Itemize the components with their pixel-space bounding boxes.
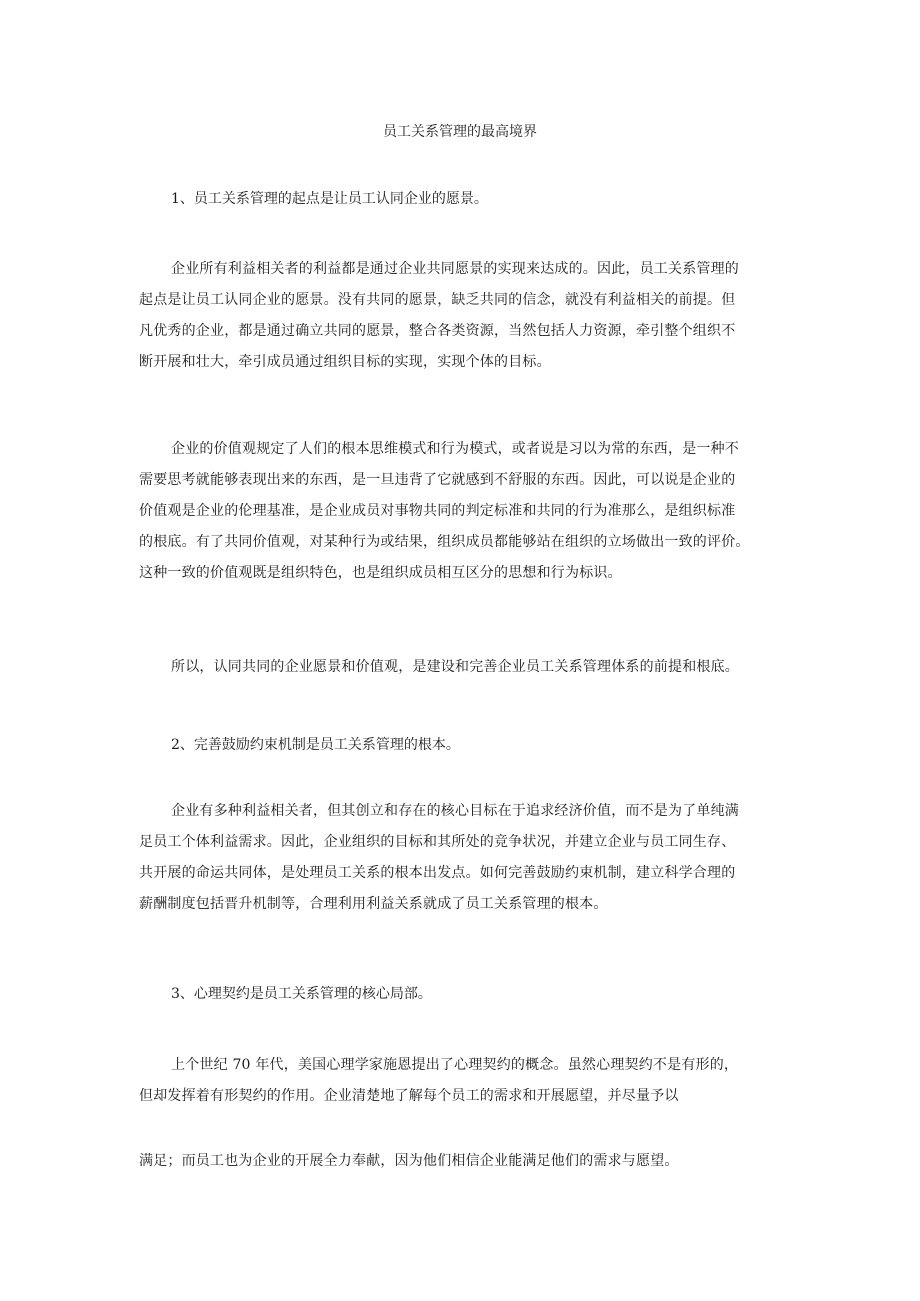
paragraph-line: 足员工个体利益需求。因此，企业组织的目标和其所处的竞争状况，并建立企业与员工同生存、 <box>139 834 736 850</box>
section-1-heading: 1、员工关系管理的起点是让员工认同企业的愿景。 <box>171 191 488 207</box>
section-3-paragraph-2 <box>139 1146 799 1177</box>
paragraph-line: 上个世纪 70 年代，美国心理学家施恩提出了心理契约的概念。虽然心理契约不是有形的， <box>171 1057 739 1073</box>
paragraph-line: 价值观是企业的伦理基准，是企业成员对事物共同的判定标准和共同的行为准那么，是组织标准 <box>139 503 736 519</box>
section-1-paragraph-1 <box>139 254 799 378</box>
paragraph-line: 需要思考就能够表现出来的东西，是一旦违背了它就感到不舒服的东西。因此，可以说是企业的 <box>139 472 736 488</box>
section-2-heading: 2、完善鼓励约束机制是员工关系管理的根本。 <box>171 737 460 753</box>
section-1-paragraph-2 <box>139 434 799 589</box>
paragraph-line: 共开展的命运共同体，是处理员工关系的根本出发点。如何完善鼓励约束机制，建立科学合理的 <box>139 865 736 881</box>
section-3-paragraph-1 <box>139 1050 799 1112</box>
paragraph-line: 起点是让员工认同企业的愿景。没有共同的愿景，缺乏共同的信念，就没有利益相关的前提。但 <box>139 292 736 308</box>
section-3-heading: 3、心理契约是员工关系管理的核心局部。 <box>171 986 432 1002</box>
paragraph-line: 企业的价值观规定了人们的根本思维模式和行为模式，或者说是习以为常的东西，是一种不 <box>171 441 739 457</box>
paragraph-line: 的根底。有了共同价值观，对某种行为或结果，组织成员都能够站在组织的立场做出一致的评价。 <box>139 534 750 550</box>
paragraph-line: 这种一致的价值观既是组织特色，也是组织成员相互区分的思想和行为标识。 <box>139 565 622 581</box>
paragraph-line: 薪酬制度包括晋升机制等，合理利用利益关系就成了员工关系管理的根本。 <box>139 896 608 912</box>
paragraph-line: 满足；而员工也为企业的开展全力奉献，因为他们相信企业能满足他们的需求与愿望。 <box>139 1153 679 1169</box>
paragraph-line: 所以，认同共同的企业愿景和价值观，是建设和完善企业员工关系管理体系的前提和根底。 <box>171 659 739 675</box>
section-2-paragraph-1 <box>139 796 799 920</box>
document-title: 员工关系管理的最高境界 <box>383 124 537 140</box>
paragraph-line: 断开展和壮大，牵引成员通过组织目标的实现，实现个体的目标。 <box>139 354 551 370</box>
paragraph-line: 企业所有利益相关者的利益都是通过企业共同愿景的实现来达成的。因此，员工关系管理的 <box>171 261 739 277</box>
paragraph-line: 但却发挥着有形契约的作用。企业清楚地了解每个员工的需求和开展愿望，并尽量予以 <box>139 1088 679 1104</box>
section-1-paragraph-3 <box>139 652 799 683</box>
paragraph-line: 凡优秀的企业，都是通过确立共同的愿景，整合各类资源，当然包括人力资源，牵引整个组织不 <box>139 323 736 339</box>
paragraph-line: 企业有多种利益相关者，但其创立和存在的核心目标在于追求经济价值，而不是为了单纯满 <box>171 803 739 819</box>
